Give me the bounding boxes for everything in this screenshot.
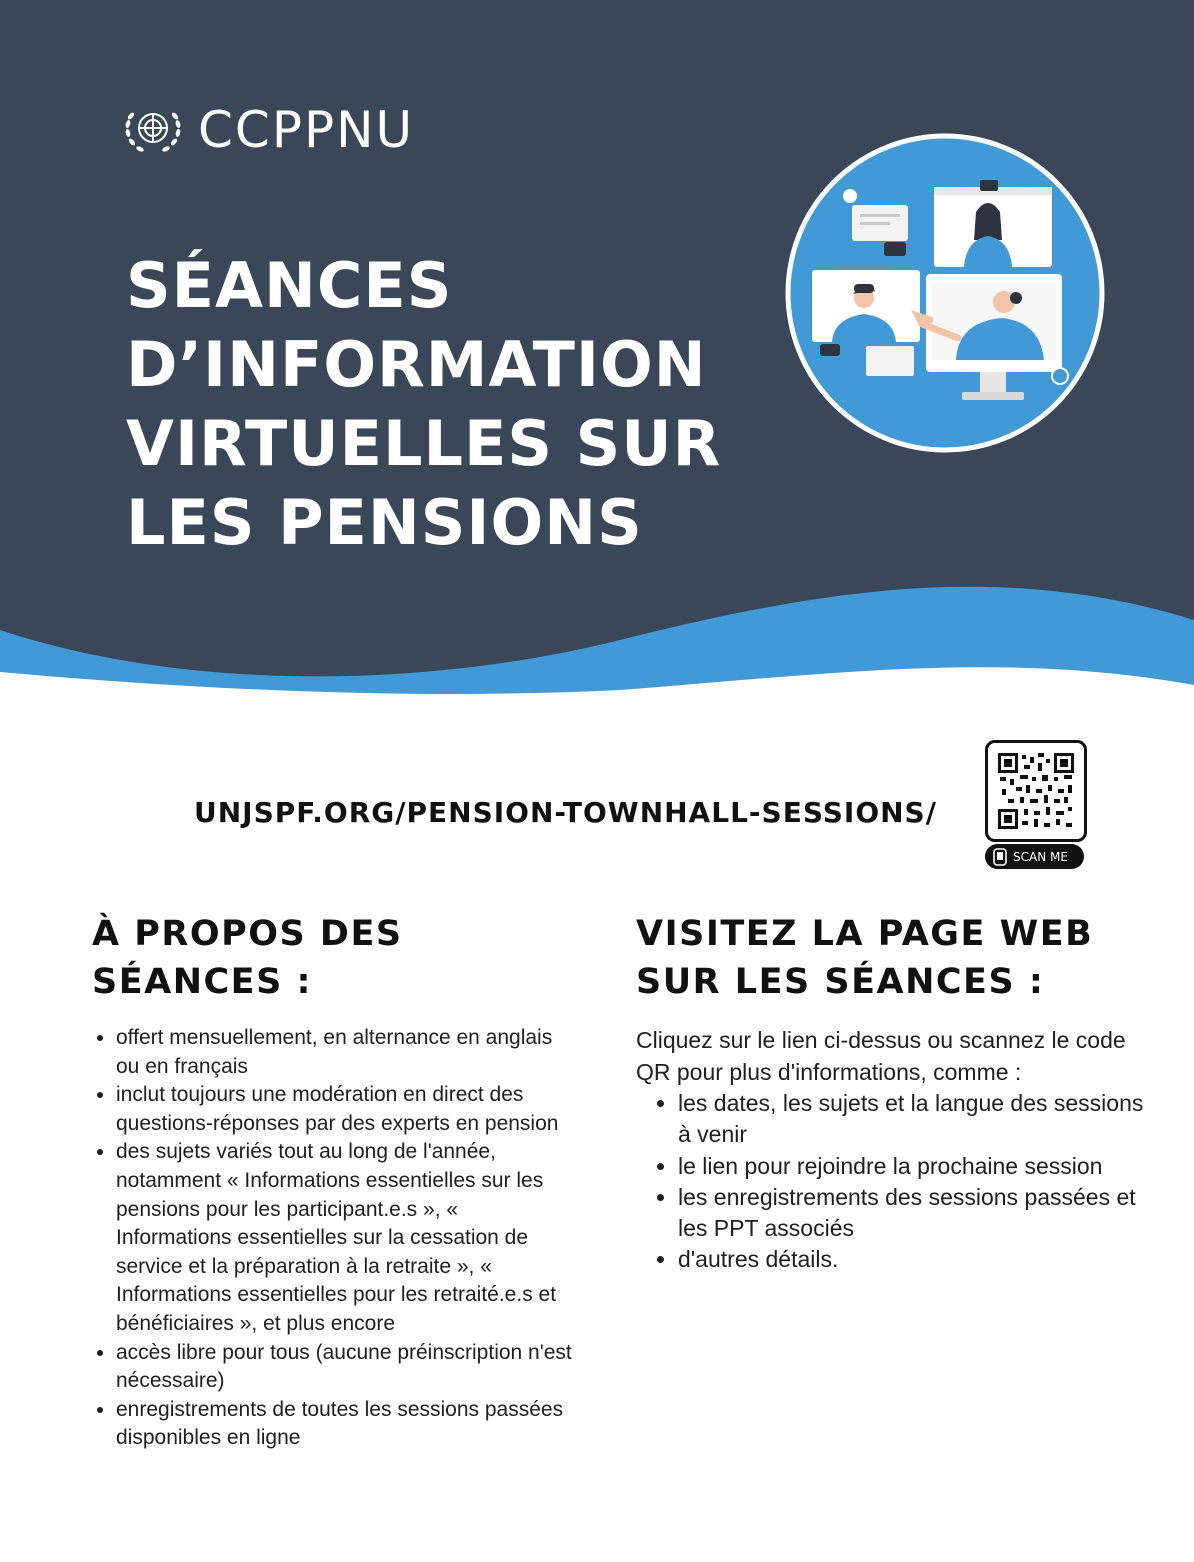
list-item: • accès libre pour tous (aucune préinscription n'est nécessaire) [116,1339,576,1396]
un-emblem-icon [120,102,186,158]
about-heading: À PROPOS DES SÉANCES : [92,914,403,1002]
visit-intro: Cliquez sur le lien ci-dessus ou scannez le code QR pour plus d'informations, comme : [636,1027,1126,1085]
qr-code[interactable] [985,740,1087,842]
list-item: • les enregistrements des sessions passées et les PPT associés [678,1182,1158,1245]
visit-list [636,1088,1158,1276]
page-title: SÉANCES D’INFORMATION VIRTUELLES SUR LES PENSIONS [126,249,722,559]
list-item: • offert mensuellement, en alternance en anglais ou en français [116,1024,576,1081]
video-conference-illustration [784,132,1106,454]
list-item: • inclut toujours une modération en direct des questions-réponses par des experts en pension [116,1081,576,1138]
scan-me-badge [985,844,1084,869]
logo-text: CCPPNU [198,101,415,159]
list-item: • des sujets variés tout au long de l'année, notamment « Informations essentielles sur les pensions pour les participant.e.s », « Informations essentielles sur la cessation de service et la préparation à la retraite », « Informations essentielles pour les retraité.e.s et bénéficiaires », et plus encore [116,1138,576,1338]
visit-heading: VISITEZ LA PAGE WEB SUR LES SÉANCES : [636,914,1094,1002]
scan-me-label: SCAN ME [1013,849,1068,864]
list-item: • d'autres détails. [678,1244,1158,1275]
about-list [92,1024,576,1453]
phone-icon [993,848,1007,866]
list-item: • le lien pour rejoindre la prochaine session [678,1151,1158,1182]
qr-code-icon [998,753,1074,829]
list-item: • les dates, les sujets et la langue des sessions à venir [678,1088,1158,1151]
list-item: • enregistrements de toutes les sessions passées disponibles en ligne [116,1396,576,1453]
brand-logo [120,102,414,158]
townhall-url-link[interactable]: UNJSPF.ORG/PENSION-TOWNHALL-SESSIONS/ [194,796,937,829]
